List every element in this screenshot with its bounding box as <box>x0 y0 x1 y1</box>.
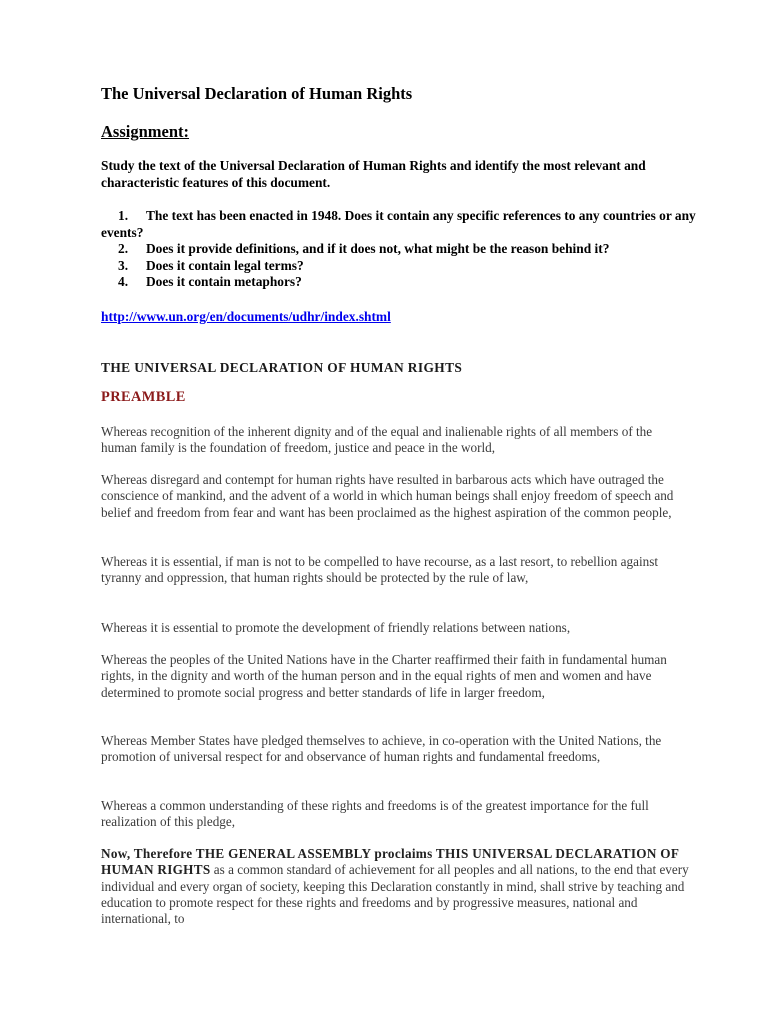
question-text: The text has been enacted in 1948. Does it contain any specific references to any countries or any events? <box>101 208 696 240</box>
preamble-paragraph: Whereas a common understanding of these rights and freedoms is of the greatest importance for the full realization of this pledge, <box>101 798 649 830</box>
preamble-paragraph: Whereas recognition of the inherent dignity and of the equal and inalienable rights of all members of the human family is the foundation of freedom, justice and peace in the world, <box>101 424 653 456</box>
document-title: The Universal Declaration of Human Rights <box>101 84 413 103</box>
question-number: 2. <box>118 241 129 256</box>
assignment-heading: Assignment: <box>101 122 190 141</box>
udhr-link[interactable]: http://www.un.org/en/documents/udhr/index.shtml <box>101 309 391 324</box>
question-number: 1. <box>118 208 129 223</box>
question-text: Does it contain legal terms? <box>146 257 304 273</box>
question-text: Does it contain metaphors? <box>146 274 302 289</box>
question-item <box>101 274 701 291</box>
udhr-heading: THE UNIVERSAL DECLARATION OF HUMAN RIGHTS <box>101 360 463 375</box>
question-item <box>101 241 701 258</box>
proclamation-paragraph <box>101 846 691 927</box>
preamble-paragraph: Whereas disregard and contempt for human rights have resulted in barbarous acts which have outraged the conscience of mankind, and the advent of a world in which human beings shall enjoy freedom of speech and belief and freedom from fear and want has been proclaimed as the highest aspiration of the common people, <box>101 472 674 520</box>
question-number: 4. <box>118 274 129 289</box>
preamble-heading: PREAMBLE <box>101 389 186 405</box>
preamble-paragraph: Whereas the peoples of the United Nations have in the Charter reaffirmed their faith in fundamental human rights, in the dignity and worth of the human person and in the equal rights of men and women and have determined to promote social progress and better standards of life in larger freedom, <box>101 652 667 700</box>
preamble-paragraph: Whereas Member States have pledged themselves to achieve, in co-operation with the United Nations, the promotion of universal respect for and observance of human rights and fundamental freedoms, <box>101 733 662 765</box>
question-text: Does it provide definitions, and if it does not, what might be the reason behind it? <box>146 241 610 256</box>
question-list <box>101 208 701 291</box>
preamble-paragraph: Whereas it is essential, if man is not to be compelled to have recourse, as a last resort, to rebellion against tyranny and oppression, that human rights should be protected by the rule of law, <box>101 554 658 586</box>
proclamation-text: as a common standard of achievement for all peoples and all nations, to the end that every individual and every organ of society, keeping this Declaration constantly in mind, shall strive by teaching and education to promote respect for these rights and freedoms and by progressive measures, national and international, to <box>101 862 689 927</box>
assignment-intro: Study the text of the Universal Declaration of Human Rights and identify the most relevant and characteristic features of this document. <box>101 158 646 190</box>
preamble-paragraph: Whereas it is essential to promote the development of friendly relations between nations, <box>101 620 571 635</box>
question-item <box>101 258 701 275</box>
question-number: 3. <box>118 257 129 273</box>
proclamation-bold: Now, Therefore THE GENERAL ASSEMBLY proclaims THIS UNIVERSAL DECLARATION OF HUMAN RIGHTS <box>101 846 679 878</box>
question-item <box>101 208 701 241</box>
